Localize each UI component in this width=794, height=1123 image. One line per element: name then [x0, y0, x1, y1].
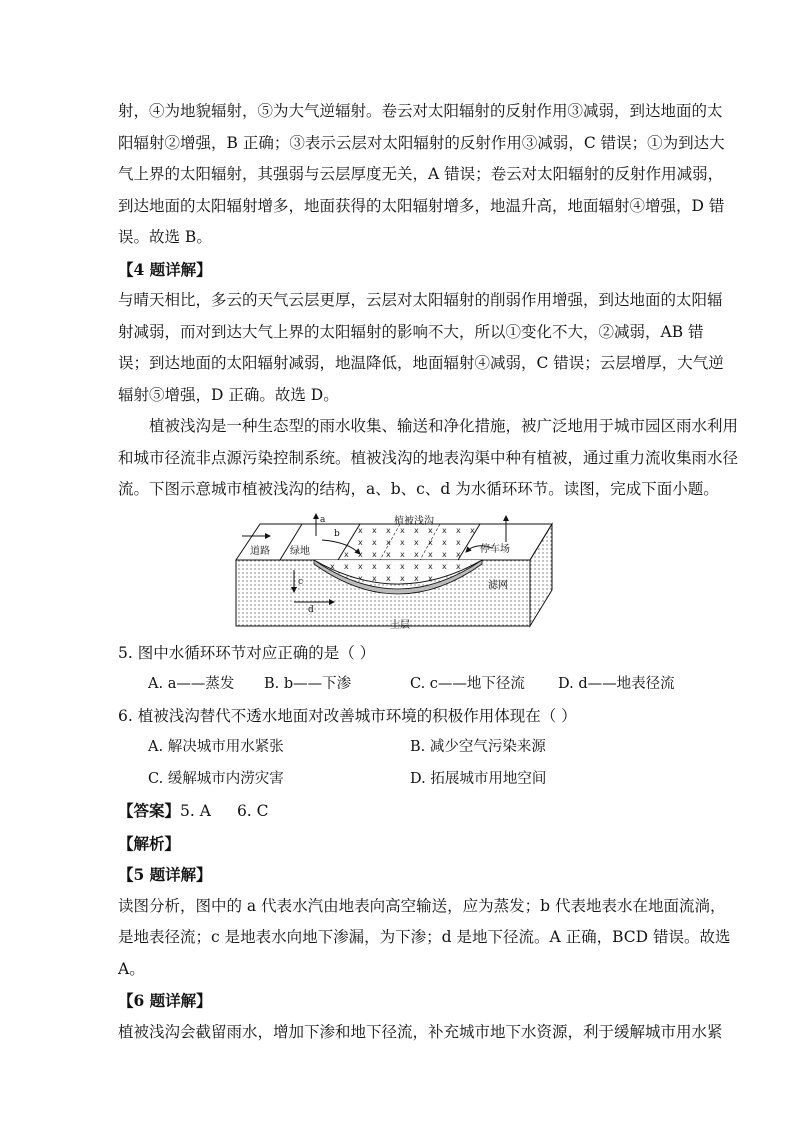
label-ditch: 植被浅沟 [394, 515, 434, 527]
label-green: 绿地 [290, 545, 310, 557]
question-6-options-row1 [118, 732, 678, 764]
text-line: 误；到达地面的太阳辐射减弱，地温降低，地面辐射④减弱，C 错误；云层增厚，大气逆 [118, 354, 724, 372]
paragraph-q4-explanation [118, 285, 724, 411]
label-a: a [320, 514, 326, 525]
answer-label: 【答案】 [118, 801, 181, 820]
question-6-stem: 6. 植被浅沟替代不透水地面对改善城市环境的积极作用体现在（ ） [118, 706, 577, 725]
label-filter: 滤网 [488, 579, 508, 591]
text-line: 射减弱，而对到达大气上界的太阳辐射的影响不大，所以①变化不大，②减弱，AB 错 [118, 322, 704, 341]
vegetated-swale-diagram [118, 512, 678, 632]
diagram-svg [230, 512, 560, 630]
question-6-options-row2 [118, 764, 678, 796]
option-c[interactable]: C. 缓解城市内涝灾害 [148, 770, 284, 787]
label-d: d [308, 604, 314, 615]
option-c[interactable]: C. c——地下径流 [410, 676, 525, 692]
text-line: 读图分析，图中的 a 代表水汽由地表向高空输送，应为蒸发；b 代表地表水在地面流淌， [118, 896, 726, 915]
text-line: 与晴天相比，多云的天气云层更厚，云层对太阳辐射的削弱作用增强，到达地面的太阳辐 [118, 291, 723, 309]
text-line: 流。下图示意城市植被浅沟的结构，a、b、c、d 为水循环环节。读图，完成下面小题。 [118, 480, 719, 498]
paragraph-intro [118, 411, 739, 506]
text-line: A。 [118, 959, 145, 978]
answer-6: 6. C [236, 802, 269, 820]
q6-heading: 【6 题详解】 [118, 991, 212, 1010]
paragraph-q5-explanation [118, 891, 731, 986]
text-line: 气上界的太阳辐射，其强弱与云层厚度无关，A 错误；卷云对太阳辐射的反射作用减弱， [118, 165, 724, 183]
text-line: 植被浅沟是一种生态型的雨水收集、输送和净化措施，被广泛地用于城市园区雨水利用 [149, 417, 739, 435]
option-b[interactable]: B. b——下渗 [264, 676, 352, 692]
answer-5: 5. A [180, 802, 211, 820]
text-line: 阳辐射②增强，B 正确；③表示云层对太阳辐射的反射作用③减弱，C 错误；①为到达大 [118, 133, 725, 152]
q4-heading: 【4 题详解】 [118, 259, 212, 279]
text-line: 和城市径流非点源污染控制系统。植被浅沟的地表沟渠中种有植被，通过重力流收集雨水径 [118, 448, 739, 467]
label-soil: 土层 [390, 619, 410, 630]
question-5-options [118, 669, 678, 701]
document-page [118, 96, 739, 1048]
analysis-label: 【解析】 [118, 833, 181, 853]
option-a[interactable]: A. a——蒸发 [148, 676, 235, 692]
label-road: 道路 [250, 545, 270, 557]
text-line: 是地表径流；c 是地表水向地下渗漏，为下渗；d 是地下径流。A 正确，BCD 错误。故选 [118, 928, 731, 946]
label-b: b [334, 528, 340, 539]
text-line: 误。故选 B。 [118, 228, 212, 246]
question-5-stem: 5. 图中水循环环节对应正确的是（ ） [118, 643, 376, 662]
paragraph-q6-explanation [118, 1017, 723, 1049]
q5-heading: 【5 题详解】 [118, 865, 212, 884]
answer-line [118, 795, 678, 828]
text-line: 射，④为地貌辐射，⑤为大气逆辐射。卷云对太阳辐射的反射作用③减弱，到达地面的太 [118, 102, 723, 120]
vegetated-swale-surface [338, 524, 480, 560]
option-d[interactable]: D. d——地表径流 [558, 676, 675, 692]
text-line: 到达地面的太阳辐射增多，地面获得的太阳辐射增多，地温升高，地面辐射④增强，D 错 [118, 196, 725, 215]
text-line: 植被浅沟会截留雨水，增加下渗和地下径流，补充城市地下水资源，利于缓解城市用水紧 [118, 1022, 723, 1041]
text-line: 辐射⑤增强，D 正确。故选 D。 [118, 385, 339, 404]
label-parking: 停车场 [480, 543, 510, 555]
paragraph-q3-explanation [118, 96, 725, 254]
option-b[interactable]: B. 减少空气污染来源 [410, 739, 546, 755]
option-a[interactable]: A. 解决城市用水紧张 [148, 739, 284, 755]
label-c: c [298, 576, 304, 587]
option-d[interactable]: D. 拓展城市用地空间 [410, 770, 547, 787]
